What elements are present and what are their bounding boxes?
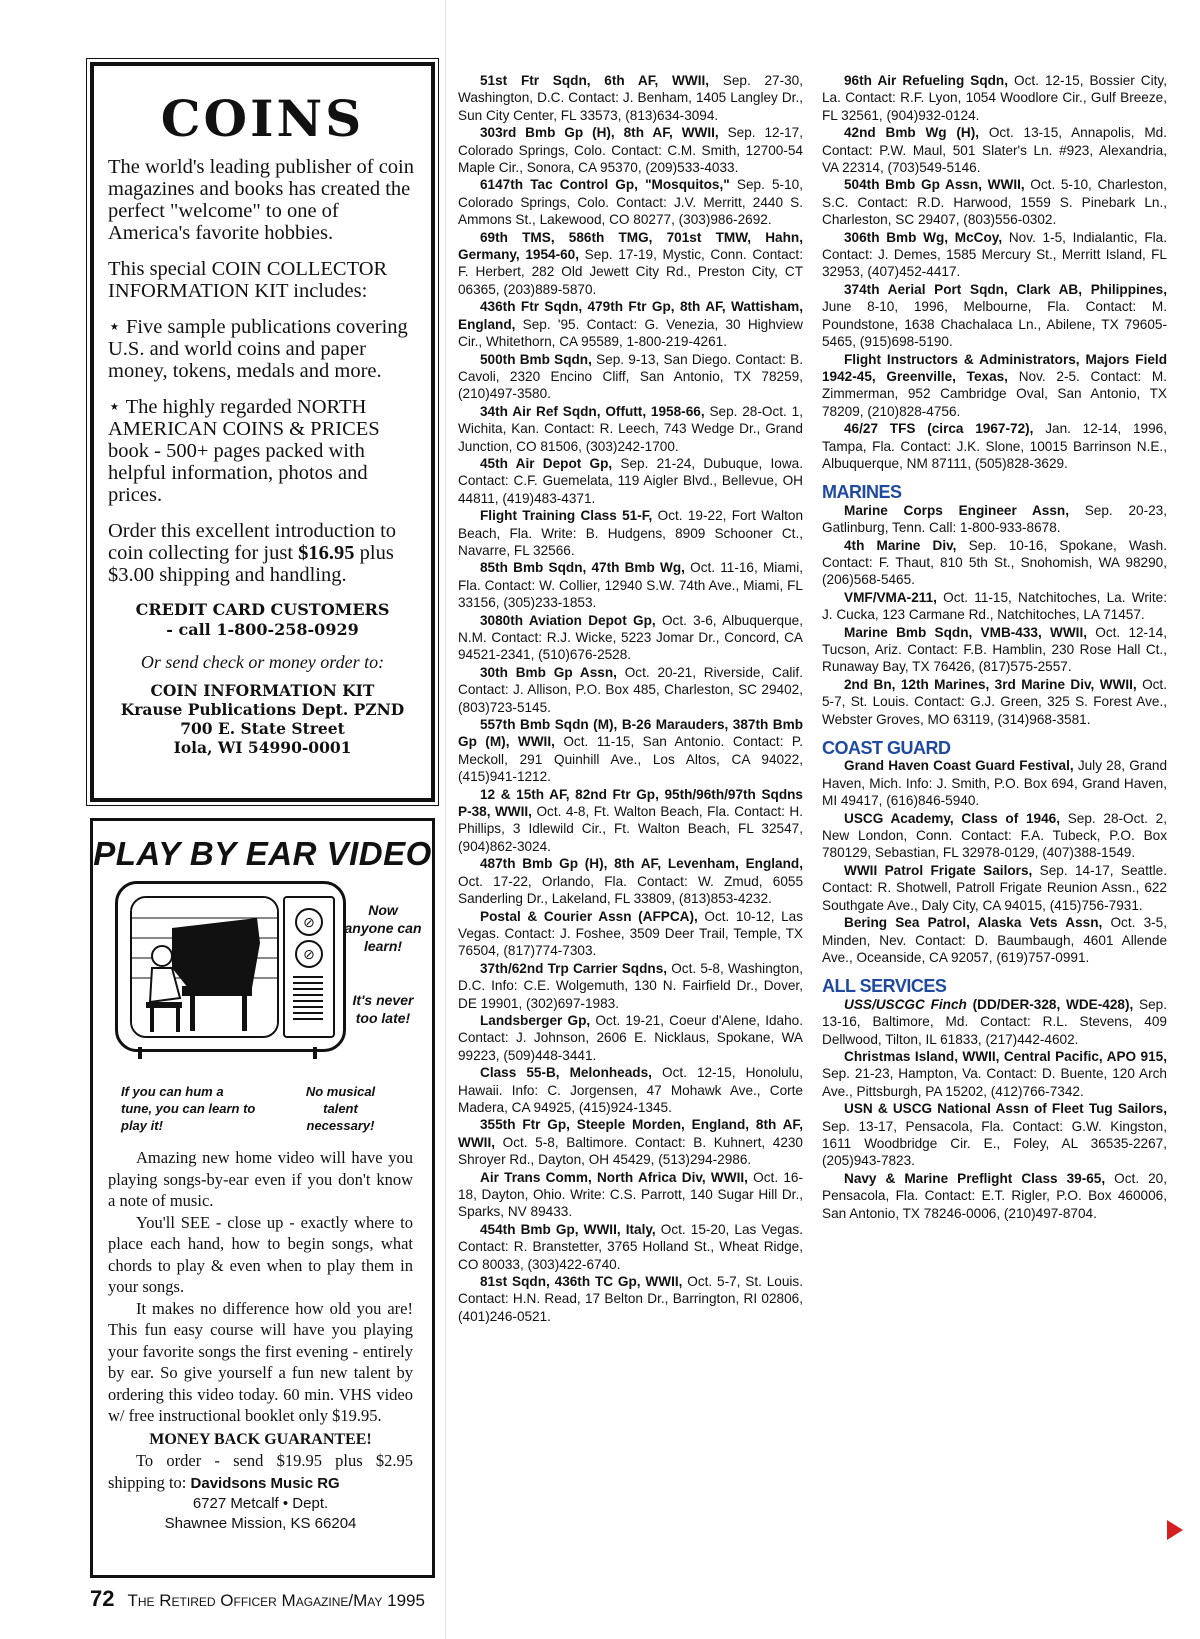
listing-details: Oct. 5-8, Washington, D.C. Info: C.E. Wolgemuth, 130 N. Fairfield Dr., Dover, DE 19901, (302)697-1983. <box>458 960 803 1011</box>
listing-heading: 45th Air Depot Gp, <box>480 455 613 471</box>
listing-heading: 436th Ftr Sqdn, 479th Ftr Gp, 8th AF, Wattisham, England, <box>458 299 803 332</box>
listing-details: Oct. 20, Pensacola, Fla. Contact: E.T. Rigler, P.O. Box 460006, San Antonio, TX 78246-0006, (210)497-8704. <box>822 1170 1168 1221</box>
pbe-tagline-2: It's never too late! <box>352 992 414 1026</box>
listing-heading: 46/27 TFS (circa 1967-72), <box>844 421 1034 437</box>
coins-ad-addr-2: Krause Publications Dept. PZND <box>120 700 405 719</box>
listing-entry <box>458 403 803 455</box>
listing-heading: 504th Bmb Gp Assn, WWII, <box>844 177 1025 193</box>
listing-entry <box>822 589 1167 624</box>
listing-details: Oct. 5-8, Baltimore. Contact: B. Kuhnert, 4230 Shroyer Rd., Dayton, OH 45429, (513)294-2986. <box>458 1134 803 1168</box>
tv-leg <box>138 1047 142 1059</box>
pbe-title: PLAY BY EAR VIDEO <box>93 835 432 872</box>
coins-ad-addr-1: COIN INFORMATION KIT <box>150 681 375 700</box>
listing-details: Nov. 1-5, Indialantic, Fla. Contact: J. Demes, 1585 Mercury St., Merritt Island, FL 32953, (407)452-4417. <box>822 229 1168 280</box>
listing-heading: USCG Academy, Class of 1946, <box>844 810 1060 826</box>
listing-entry <box>822 810 1167 862</box>
listing-details: Oct. 5-10, Charleston, S.C. Contact: R.D. Harwood, 1559 S. Pinebark Ln., Charleston, SC 29407, (803)556-0302. <box>822 177 1167 228</box>
listing-heading: 12 & 15th AF, 82nd Ftr Gp, 95th/96th/97th Sqdns P-38, WWII, <box>458 786 803 820</box>
pbe-order <box>108 1450 413 1494</box>
play-by-ear-ad <box>90 818 435 1578</box>
coins-ad-kit: This special COIN COLLECTOR INFORMATION KIT includes: <box>108 258 388 302</box>
listing-entry <box>458 1012 803 1064</box>
listing-entry <box>822 351 1167 421</box>
listing-entry <box>458 559 803 611</box>
continue-arrow-icon <box>1167 1520 1183 1540</box>
listing-heading: 37th/62nd Trp Carrier Sqdns, <box>480 960 668 976</box>
section-heading-coast-guard: COAST GUARD <box>822 738 951 759</box>
pbe-guarantee: MONEY BACK GUARANTEE! <box>149 1430 372 1448</box>
listing-heading: 85th Bmb Sqdn, 47th Bmb Wg, <box>480 560 685 576</box>
piano-scene-icon <box>130 896 279 1038</box>
coins-ad-address <box>108 681 417 757</box>
tv-knob-icon: ⊘ <box>295 908 323 936</box>
listing-heading: Marine Bmb Sqdn, VMB-433, WWII, <box>844 624 1087 640</box>
listing-heading: 96th Air Refueling Sqdn, <box>844 73 1009 88</box>
listing-heading: Navy & Marine Preflight Class 39-65, <box>844 1170 1106 1186</box>
listing-heading: 2nd Bn, 12th Marines, 3rd Marine Div, WWII, <box>844 676 1137 692</box>
all-services-listings <box>822 1048 1167 1222</box>
listing-heading: 500th Bmb Sqdn, <box>480 351 592 367</box>
listing-details: Sep. '95. Contact: G. Venezia, 30 Highview Cir., Whitethorn, CA 95589, 1-800-219-4261. <box>458 316 803 350</box>
tv-illustration <box>115 881 346 1052</box>
coins-ad-addr-4: Iola, WI 54990-0001 <box>173 738 352 757</box>
listing-details: Sep. 21-24, Dubuque, Iowa. Contact: C.F. Guemelata, 119 Aigler Blvd., Bellevue, OH 44811, (419)483-4371. <box>458 455 804 506</box>
coins-ad <box>90 62 435 802</box>
listing-heading: 30th Bmb Gp Assn, <box>480 664 617 680</box>
coins-ad-credit-card <box>108 600 417 640</box>
listing-details: Oct. 11-16, Miami, Fla. Contact: W. Collier, 12940 S.W. 74th Ave., Miami, FL 33156, (305)233-1853. <box>458 560 803 611</box>
pbe-caption-2: No musical talent necessary! <box>305 1084 376 1133</box>
pbe-tagline-1: Now anyone can learn! <box>344 902 422 954</box>
listing-heading: Marine Corps Engineer Assn, <box>844 502 1069 518</box>
listing-details: Oct. 3-6, Albuquerque, N.M. Contact: R.J. Wicke, 5223 Jomar Dr., Concord, CA 94521-2341, (510)676-2528. <box>458 612 803 663</box>
pbe-city: Shawnee Mission, KS 66204 <box>164 1515 357 1532</box>
listing-entry <box>458 855 803 907</box>
listings-column-1 <box>458 72 803 1325</box>
listing-details: Sep. 27-30, Washington, D.C. Contact: J. Benham, 1405 Langley Dr., Sun City Center, FL 33573, (813)634-3094. <box>458 73 804 123</box>
listing-entry <box>822 914 1167 966</box>
listing-details: Oct. 12-15, Honolulu, Hawaii. Info: C. Jorgensen, 47 Mohawk Ave., Corte Madera, CA 94925, (415)924-1345. <box>458 1065 804 1115</box>
listing-entry <box>458 1169 803 1221</box>
listing-entry <box>458 1221 803 1273</box>
coins-ad-bullet-1: ⋆ Five sample publications covering U.S. and world coins and paper money, tokens, medals and more. <box>108 316 408 382</box>
listing-heading: Bering Sea Patrol, Alaska Vets Assn, <box>844 915 1103 931</box>
listing-details: Sep. 9-13, San Diego. Contact: B. Cavoli, 2320 Encino Cliff, San Antonio, TX 78259, (210)497-3580. <box>458 351 804 402</box>
listing-details: Oct. 11-15, San Antonio. Contact: P. Meckoll, 291 Quinhill Ave., Los Altos, CA 94022, (415)941-1212. <box>458 734 804 785</box>
page-fold <box>445 0 446 1639</box>
listing-entry <box>822 624 1167 676</box>
listings-column-2 <box>822 72 1167 1222</box>
listing-details: Sep. 5-10, Colorado Springs, Colo. Contact: J.V. Merritt, 2440 S. Ammons St., Lakewood, CO 80277, (303)986-2692. <box>458 177 803 228</box>
listing-entry <box>458 1116 803 1168</box>
listing-details: Oct. 5-7, St. Louis. Contact: H.N. Read, 17 Belton Dr., Barrington, RI 02806, (401)246-0521. <box>458 1274 804 1324</box>
listing-entry <box>458 298 803 350</box>
listing-entry <box>822 281 1167 351</box>
pbe-company: Davidsons Music RG <box>190 1474 340 1492</box>
page-number: 72 <box>90 1586 115 1611</box>
coins-ad-addr-3: 700 E. State Street <box>180 719 345 738</box>
listing-heading: Flight Training Class 51-F, <box>480 508 653 524</box>
listing-heading: Christmas Island, WWII, Central Pacific, APO 915, <box>844 1048 1167 1064</box>
listing-heading: 3080th Aviation Depot Gp, <box>480 612 656 628</box>
tv-leg <box>313 1047 317 1059</box>
pbe-body <box>108 1147 413 1534</box>
listing-entry <box>458 908 803 960</box>
listing-details: Sep. 20-23, Gatlinburg, Tenn. Call: 1-800-933-8678. <box>822 502 1167 536</box>
listing-heading: 306th Bmb Wg, McCoy, <box>844 229 1003 245</box>
listing-heading: 81st Sqdn, 436th TC Gp, WWII, <box>480 1274 683 1290</box>
listing-details: Sep. 14-17, Seattle. Contact: R. Shotwell, Patroll Frigate Reunion Assn., 622 Southgate Ave., Daly City, CA 94015, (415)756-7931. <box>822 862 1167 913</box>
listing-entry <box>458 72 803 124</box>
coast-guard-listings <box>822 757 1167 966</box>
air-force-listings <box>822 72 1167 472</box>
listing-entry <box>822 862 1167 914</box>
coins-ad-shipping: plus $3.00 shipping and handling. <box>108 542 394 586</box>
listing-heading: 69th TMS, 586th TMG, 701st TMW, Hahn, Germany, 1954-60, <box>458 229 803 263</box>
listing-heading: Flight Instructors & Administrators, Majors Field 1942-45, Greenville, Texas, <box>822 351 1167 384</box>
listing-details: Oct. 12-15, Bossier City, La. Contact: R.F. Lyon, 1054 Woodlore Cir., Gulf Breeze, FL 32561, (904)932-0124. <box>822 73 1167 123</box>
listing-details: Oct. 15-20, Las Vegas. Contact: R. Branstetter, 3765 Holland St., Wheat Ridge, CO 80033, (303)422-6740. <box>458 1221 803 1272</box>
listing-entry <box>458 455 803 507</box>
listing-heading: WWII Patrol Frigate Sailors, <box>844 862 1033 878</box>
listing-entry <box>458 960 803 1012</box>
listing-entry <box>822 537 1167 589</box>
listing-heading: 374th Aerial Port Sqdn, Clark AB, Philippines, <box>844 281 1167 297</box>
listing-heading: 557th Bmb Sqdn (M), B-26 Marauders, 387th Bmb Gp (M), WWII, <box>458 717 803 750</box>
listing-entry <box>458 1273 803 1325</box>
listing-heading: Postal & Courier Assn (AFPCA), <box>480 908 698 924</box>
listing-heading: Class 55-B, Melonheads, <box>480 1065 652 1081</box>
listing-heading: 487th Bmb Gp (H), 8th AF, Levenham, England, <box>480 856 803 872</box>
tv-knob-icon: ⊘ <box>295 940 323 968</box>
listing-details: Sep. 13-16, Baltimore, Md. Contact: R.L. Stevens, 409 Dellwood, Tilton, IL 61833, (217)442-4602. <box>822 996 1167 1047</box>
listing-entry <box>458 124 803 176</box>
tv-control-panel <box>283 896 335 1038</box>
pbe-body-3: It makes no difference how old you are! This fun easy course will have you playing your favorite songs the first evening - entirely by ear. So give yourself a fun new talent by ordering this video today. 60 min. VHS video w/ free instructional booklet only $19.95. <box>108 1298 413 1425</box>
pbe-body-1: Amazing new home video will have you playing songs-by-ear even if you don't know a note of music. <box>108 1148 413 1210</box>
listing-details: June 8-10, 1996, Melbourne, Fla. Contact: M. Poundstone, 1638 Chachalaca Ln., Abilene, TX 79605-5465, (915)698-5190. <box>822 299 1167 350</box>
listing-details: Oct. 20-21, Riverside, Calif. Contact: J. Allison, P.O. Box 485, Charleston, SC 29402, (803)723-5145. <box>458 664 803 715</box>
listing-details: Sep. 28-Oct. 1, Wichita, Kan. Contact: R. Leech, 743 Wedge Dr., Grand Junction, CO 81506, (303)242-1700. <box>458 403 803 454</box>
coins-ad-order <box>108 520 417 586</box>
listing-details: July 28, Grand Haven, Mich. Info: J. Smith, P.O. Box 694, Grand Haven, MI 49417, (616)846-5940. <box>822 758 1167 809</box>
listing-entry <box>822 176 1167 228</box>
pbe-order-text: To order - send $19.95 plus $2.95 shipping to: <box>108 1451 413 1492</box>
listing-details: Sep. 10-16, Spokane, Wash. Contact: F. Thaut, 810 5th St., Snohomish, WA 98290, (206)568-5465. <box>822 537 1168 588</box>
listing-entry <box>822 72 1167 124</box>
section-heading-marines: MARINES <box>822 482 902 503</box>
listing-heading: VMF/VMA-211, <box>844 589 937 605</box>
coins-ad-order-by: Or send check or money order to: <box>140 652 385 672</box>
coins-ad-intro: The world's leading publisher of coin magazines and books has created the perfect "welcome" to one of America's favorite hobbies. <box>108 156 414 244</box>
listing-heading: (DD/DER-328, WDE-428), <box>966 996 1134 1012</box>
listing-heading: 355th Ftr Gp, Steeple Morden, England, 8th AF, WWII, <box>458 1117 803 1150</box>
pbe-caption-1: If you can hum a tune, you can learn to play it! <box>121 1084 256 1133</box>
listing-details: Oct. 11-15, Natchitoches, La. Write: J. Cucka, 123 Carmane Rd., Natchitoches, LA 71457. <box>822 589 1167 623</box>
listing-entry <box>458 612 803 664</box>
listing-entry <box>458 229 803 299</box>
listing-details: Oct. 3-5, Minden, Nev. Contact: D. Baumbaugh, 4601 Allende Ave., Oceanside, CA 92057, (619)757-0991. <box>822 915 1167 965</box>
coins-ad-cc-line-2: - call 1-800-258-0929 <box>166 620 359 639</box>
listing-details: Sep. 12-17, Colorado Springs, Colo. Contact: C.M. Smith, 12700-54 Maple Cir., Sonora, CA 95370, (209)533-4033. <box>458 125 803 176</box>
listing-heading: Landsberger Gp, <box>480 1012 591 1028</box>
listing-entry <box>458 351 803 403</box>
listing-details: Sep. 28-Oct. 2, New London, Conn. Contact: F.A. Tubeck, P.O. Box 780129, Sebastian, FL 32978-0129, (407)388-1549. <box>822 810 1168 861</box>
listing-entry <box>822 1048 1167 1100</box>
magazine-name: The Retired Officer Magazine/May 1995 <box>127 1591 425 1610</box>
listing-heading: 51st Ftr Sqdn, 6th AF, WWII, <box>480 73 710 88</box>
listing-entry <box>822 1170 1167 1222</box>
listing-details: Oct. 17-22, Orlando, Fla. Contact: W. Zmud, 6055 Sanderling Dr., Lakeland, FL 33809, (813)853-4232. <box>458 873 803 907</box>
listing-entry <box>822 420 1167 472</box>
marines-listings <box>822 502 1167 728</box>
listing-heading: 34th Air Ref Sqdn, Offutt, 1958-66, <box>480 403 705 419</box>
coins-ad-order-text: Order this excellent introduction to coin collecting for just <box>108 520 397 564</box>
listing-entry <box>458 716 803 786</box>
listing-heading: Grand Haven Coast Guard Festival, <box>844 758 1074 774</box>
listing-details: Nov. 2-5. Contact: M. Zimmerman, 952 Cambridge Oval, San Antonio, TX 78209, (210)828-4756. <box>822 368 1167 419</box>
listing-details: Sep. 17-19, Mystic, Conn. Contact: F. Herbert, 282 Old Jewett City Rd., Preston City, CT 06365, (203)889-5870. <box>458 247 803 297</box>
listing-details: Oct. 13-15, Annapolis, Md. Contact: P.W. Maul, 501 Slater's Ln. #923, Alexandria, VA 22314, (703)549-5146. <box>822 125 1167 176</box>
listing-entry <box>822 124 1167 176</box>
coins-ad-title: COINS <box>160 89 365 148</box>
listing-entry <box>458 1064 803 1116</box>
listing-heading: 454th Bmb Gp, WWII, Italy, <box>480 1221 656 1237</box>
listing-details: Oct. 4-8, Ft. Walton Beach, Fla. Contact: H. Phillips, 3 Idlewild Cir., Ft. Walton Beach, FL 32547, (904)862-3024. <box>458 804 803 854</box>
coins-ad-bullet-2: ⋆ The highly regarded NORTH AMERICAN COINS & PRICES book - 500+ pages packed with helpful information, photos and prices. <box>108 396 380 506</box>
pbe-street: 6727 Metcalf • Dept. <box>192 1495 329 1512</box>
listing-heading: USN & USCG National Assn of Fleet Tug Sailors, <box>844 1101 1167 1117</box>
listing-entry <box>458 507 803 559</box>
listing-details: Oct. 12-14, Tucson, Ariz. Contact: F.B. Hamblin, 230 Rose Hall Ct., Runaway Bay, TX 76426, (817)575-2557. <box>822 624 1167 675</box>
section-heading-all-services: ALL SERVICES <box>822 976 947 997</box>
listing-entry <box>822 996 1167 1048</box>
listing-heading: 4th Marine Div, <box>844 537 957 553</box>
listing-heading: 303rd Bmb Gp (H), 8th AF, WWII, <box>480 125 719 141</box>
listing-details: Oct. 5-7, St. Louis. Contact: G.J. Green, 325 S. Forest Ave., Webster Groves, MO 63119, (314)968-3581. <box>822 676 1167 727</box>
listing-entry <box>458 176 803 228</box>
listing-entry <box>822 676 1167 728</box>
listing-details: Sep. 21-23, Hampton, Va. Contact: D. Buente, 120 Arch Ave., Pittsburgh, PA 15202, (412)766-7342. <box>822 1066 1167 1099</box>
listing-details: Oct. 19-21, Coeur d'Alene, Idaho. Contact: J. Johnson, 2606 E. Nicklaus, Spokane, WA 99223, (509)448-3441. <box>458 1012 803 1063</box>
listing-ship-name: USS/USCGC Finch <box>844 996 967 1012</box>
listing-details: Sep. 13-17, Pensacola, Fla. Contact: G.W. Kingston, 1611 Woodbridge Cir. E., Foley, AL 36535-2267, (205)943-7823. <box>822 1118 1167 1169</box>
listing-details: Oct. 16-18, Dayton, Ohio. Write: C.S. Parrott, 140 Sugar Hill Dr., Sparks, NV 89433. <box>458 1169 803 1220</box>
listing-details: Oct. 19-22, Fort Walton Beach, Fla. Write: B. Hudgens, 8909 Schooner Ct., Navarre, FL 32566. <box>458 508 804 558</box>
listing-entry <box>458 786 803 856</box>
listing-entry <box>458 664 803 716</box>
listing-details: Oct. 10-12, Las Vegas. Contact: J. Foshee, 3509 Deer Trail, Temple, TX 76504, (817)774-7303. <box>458 908 803 959</box>
tv-speaker-icon <box>293 976 323 1024</box>
listing-entry <box>822 229 1167 281</box>
listing-heading: 42nd Bmb Wg (H), <box>844 125 980 141</box>
coins-ad-price: $16.95 <box>298 542 355 564</box>
coins-ad-cc-line-1: CREDIT CARD CUSTOMERS <box>135 600 390 619</box>
page-footer <box>90 1586 425 1612</box>
listing-details: Jan. 12-14, 1996, Tampa, Fla. Contact: J.K. Slone, 10015 Barrinson N.E., Albuquerque, NM 87111, (505)828-3629. <box>822 421 1167 471</box>
listing-entry <box>822 1100 1167 1170</box>
listing-heading: Air Trans Comm, North Africa Div, WWII, <box>480 1169 748 1185</box>
listing-heading: 6147th Tac Control Gp, "Mosquitos," <box>480 177 730 193</box>
listing-entry <box>822 757 1167 809</box>
listing-entry <box>822 502 1167 537</box>
pbe-body-2: You'll SEE - close up - exactly where to place each hand, how to begin songs, what chords to play & even when to play them in your songs. <box>108 1212 413 1296</box>
